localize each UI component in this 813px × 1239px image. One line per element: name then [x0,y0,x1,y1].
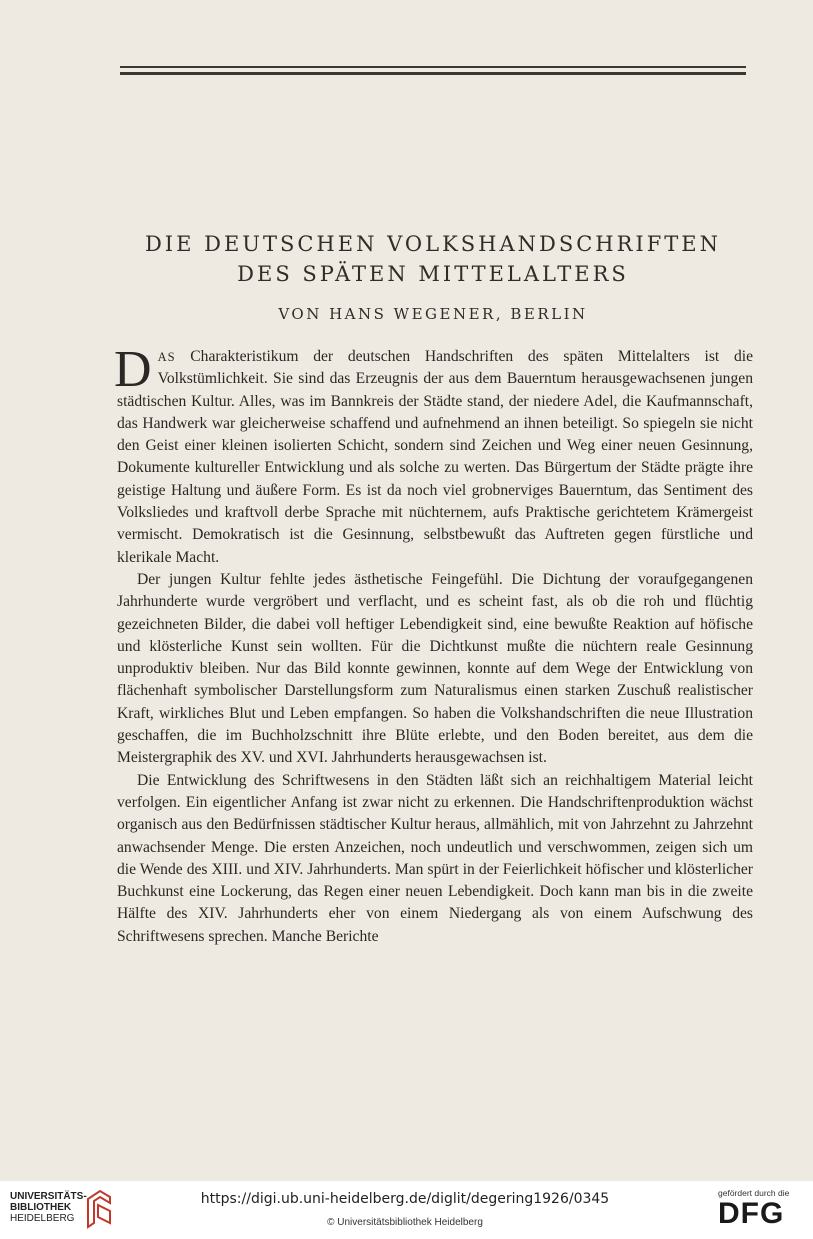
paragraph-1 [114,341,753,569]
library-name-line-1: UNIVERSITÄTS- [10,1191,87,1202]
author-line: VON HANS WEGENER, BERLIN [278,305,588,323]
body-text [114,341,753,948]
page-title-line-1: DIE DEUTSCHEN VOLKSHANDSCHRIFTEN [144,232,722,256]
permalink-url[interactable]: https://digi.ub.uni-heidelberg.de/diglit/degering1926/0345 [200,1191,610,1207]
top-rule-thick [120,72,746,75]
library-logo-icon [86,1189,112,1229]
paragraph-2: Der jungen Kultur fehlte jedes ästhetische Feingefühl. Die Dichtung der voraufgegangenen Jahrhunderte wurde vergröbert und verflacht, und es scheint fast, als ob die roh und flüchtig gezeichneten Bilder, die dabei voll heftiger Lebendigkeit sind, eine bewußte Reaktion auf höfische und klösterliche Kunst sein wollten. Für die Dichtkunst mußte die nüchtern reale Gesinnung unproduktiv bleiben. Nur das Bild konnte gewinnen, konnte auf dem Wege der Entwicklung von flächenhaft symbolischer Darstellungsform zum Naturalismus einen starken Zuschuß realistischer Kraft, wirkliches Blut und Leben empfangen. So haben die Volkshandschriften die neue Illustration geschaffen, die im Buchholzschnitt ihre Blüte erlebte, und den Boden bereitet, aus dem die Meistergraphik des XV. und XVI. Jahrhunderts herausgewachsen ist. [117,570,753,767]
copyright-notice: © Universitätsbibliothek Heidelberg [327,1217,483,1228]
library-logo-text [10,1191,87,1224]
library-name-line-2: BIBLIOTHEK [10,1202,72,1213]
paragraph-1-text: Charakteristikum der deutschen Handschriften des späten Mittelalters ist die Volkstümlichkeit. Sie sind das Erzeugnis der aus dem Bauerntum herausgewachsenen jungen städtischen Kultur. Alles, was im Bannkreis der Städte stand, der niedere Adel, die Kaufmannschaft, das Handwerk war gleicherweise schaffend und aufnehmend an ihnen beteiligt. So spiegeln sie nicht den Geist einer kleinen isolierten Schicht, sondern sind Zeichen und Weg einer neuen Gesinnung, Dokumente kultureller Entwicklung und als solche zu werten. Das Bürgertum der Städte prägte ihre geistige Haltung und äußere Form. Es ist da noch viel grobnerviges Bauerntum, das Sentiment des Volksliedes und kraftvoll derbe Sprache mit nüchternem, aufs Praktische gerichtetem Krämergeist vermischt. Demokratisch ist die Gesinnung, selbstbewußt das Auftreten gegen fürstliche und klerikale Macht. [117,348,753,566]
dfg-logo: DFG [718,1197,785,1230]
funded-by-label: gefördert durch die [718,1188,790,1198]
smallcaps-lead: AS [157,350,176,364]
paragraph-3: Die Entwicklung des Schriftwesens in den Städten läßt sich an reichhaltigem Material leicht verfolgen. Ein eigentlicher Anfang ist zwar nicht zu erkennen. Die Handschriftenproduktion wächst organisch aus den Bedürfnissen städtischer Kultur heraus, allmählich, mit von Jahrzehnt zu Jahrzehnt anwachsender Menge. Die ersten Anzeichen, noch undeutlich und verschwommen, zeigen sich um die Wende des XIII. und XIV. Jahrhunderts. Man spürt in der Feierlichkeit höfischer und klösterlicher Buchkunst eine Lockerung, das Regen einer neuen Lebendigkeit. Doch kann man bis in die zweite Hälfte des XIV. Jahrhunderts eher von einem Niedergang als von einem Aufschwung des Schriftwesens sprechen. Manche Berichte [117,771,753,945]
page-title-line-2: DES SPÄTEN MITTELALTERS [237,262,629,286]
top-rule-thin [120,66,746,68]
dropcap-letter: D [114,341,152,398]
footer-bar [0,1181,813,1239]
library-name-line-3: HEIDELBERG [10,1213,75,1224]
